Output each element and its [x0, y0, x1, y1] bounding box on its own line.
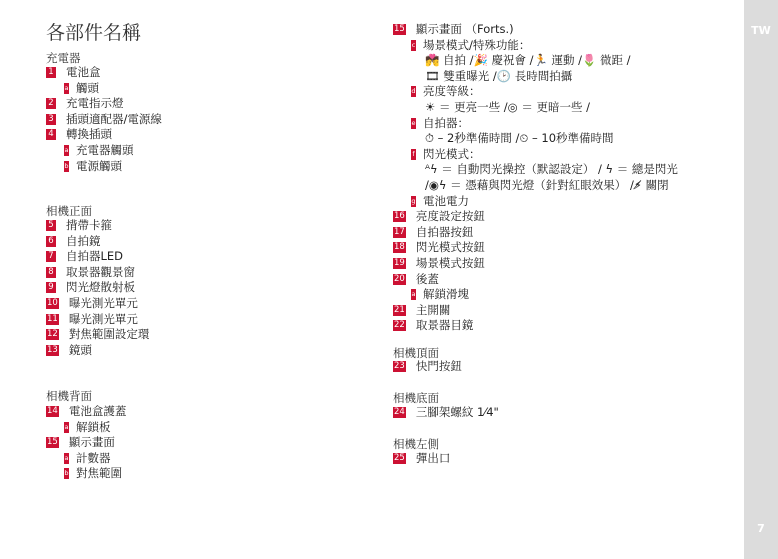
part-item	[393, 208, 485, 224]
part-number-badge: 5	[46, 220, 56, 231]
part-label: ☀ ＝ 更亮一些 /◎ ＝ 更暗一些 /	[425, 100, 591, 114]
part-item	[393, 224, 473, 240]
part-label: 彈出口	[415, 451, 451, 465]
part-label: 場景模式/特殊功能：	[423, 37, 531, 52]
part-label: 充電器觸頭	[76, 143, 134, 157]
sub-part-item	[64, 142, 134, 158]
part-label: 後蓋	[415, 271, 439, 286]
part-item	[46, 217, 112, 233]
part-item	[393, 358, 462, 374]
part-number-badge: 3	[46, 114, 56, 125]
part-item	[393, 302, 450, 318]
part-label: ᴬϟ ＝ 自動閃光操控（默認設定） / ϟ ＝ 總是閃光	[425, 162, 678, 177]
sub-letter-badge: b	[64, 161, 69, 170]
part-label: 場景模式按鈕	[415, 256, 485, 270]
sub-letter-badge: a	[64, 453, 69, 462]
part-number-badge: 24	[394, 407, 405, 417]
part-label: 解鎖滑塊	[423, 287, 469, 302]
part-label: 💏 自拍 /🎉 慶祝會 /🏃 運動 /🌷 微距 /	[425, 53, 631, 68]
part-label: 揹帶卡箍	[66, 218, 112, 232]
language-tab: TW	[751, 24, 771, 37]
part-label: 三腳架螺紋 1⁄4"	[415, 405, 499, 419]
option-line	[425, 177, 669, 193]
sub-part-item	[411, 286, 469, 302]
part-label: 對焦範圍	[76, 466, 122, 481]
part-label: 充電指示燈	[66, 96, 124, 111]
sub-part-item	[411, 115, 469, 131]
part-label: 曝光測光單元	[68, 311, 138, 326]
sub-letter-badge: g	[411, 196, 416, 205]
part-item	[393, 317, 473, 333]
part-item	[46, 95, 124, 111]
part-label: 觸頭	[76, 80, 99, 95]
part-label: 自拍器LED	[66, 249, 124, 264]
part-label: 快門按鈕	[415, 359, 462, 373]
part-number-badge: 13	[47, 344, 58, 355]
section-heading: 相機底面	[393, 391, 439, 405]
part-number-badge: 8	[46, 267, 56, 278]
part-item	[46, 264, 135, 280]
sub-letter-badge: e	[411, 118, 416, 127]
part-label: 閃光燈散射板	[66, 280, 135, 295]
part-number-badge: 14	[47, 406, 58, 416]
part-number-badge: 18	[394, 242, 405, 253]
part-item	[46, 64, 101, 80]
part-number-badge: 20	[394, 273, 405, 284]
sub-part-item	[64, 419, 111, 435]
part-label: 轉換插頭	[66, 127, 112, 142]
sub-letter-badge: a	[64, 83, 69, 92]
section-heading: 充電器	[46, 51, 81, 65]
part-number-badge: 23	[394, 361, 405, 371]
part-item	[46, 233, 101, 249]
section-heading: 相機正面	[46, 204, 92, 218]
part-item	[393, 450, 450, 466]
part-number-badge: 1	[46, 67, 56, 78]
part-label: 插頭適配器/電源線	[66, 111, 162, 126]
language-sidebar	[744, 0, 778, 559]
part-label: 鏡頭	[68, 342, 92, 357]
part-item	[46, 126, 112, 142]
part-label: 對焦範圍設定環	[68, 327, 150, 342]
part-label: 顯示畫面 （Forts.)	[415, 22, 514, 36]
sub-letter-badge: f	[412, 149, 415, 158]
part-label: 顯示畫面	[68, 435, 115, 450]
sub-letter-badge: a	[64, 422, 69, 431]
part-label: /◉ϟ ＝ 憑藉與閃光燈（針對紅眼效果） /⚡̸ 關閉	[425, 178, 669, 192]
sub-part-item	[411, 37, 530, 53]
part-number-badge: 19	[394, 258, 405, 268]
part-number-badge: 22	[394, 320, 405, 331]
sub-letter-badge: c	[411, 40, 416, 49]
sub-part-item	[64, 450, 111, 466]
option-line	[425, 130, 614, 146]
part-label: 解鎖板	[76, 419, 111, 434]
part-label: 電源觸頭	[76, 158, 122, 173]
section-heading: 相機頂面	[393, 346, 439, 360]
part-label: 閃光模式：	[423, 146, 481, 161]
part-item	[46, 248, 123, 264]
sub-part-item	[64, 465, 122, 481]
part-number-badge: 11	[47, 313, 58, 324]
sub-letter-badge: a	[411, 290, 416, 299]
part-label: 電池電力	[423, 193, 469, 208]
part-item	[393, 21, 514, 37]
section-heading: 相機背面	[46, 389, 92, 403]
part-label: 取景器目鏡	[415, 318, 474, 333]
part-item	[46, 111, 162, 127]
part-number-badge: 7	[46, 251, 56, 262]
sub-part-item	[411, 193, 469, 209]
part-number-badge: 6	[46, 236, 56, 247]
page-number: 7	[757, 522, 765, 535]
part-label: 自拍器：	[423, 115, 469, 130]
option-line	[425, 68, 572, 84]
part-label: 電池盒護蓋	[68, 404, 127, 418]
part-number-badge: 17	[394, 226, 405, 237]
sub-letter-badge: b	[64, 469, 69, 478]
part-number-badge: 4	[46, 129, 56, 140]
part-item	[393, 255, 485, 271]
part-item	[393, 404, 499, 420]
part-number-badge: 15	[394, 24, 405, 34]
part-item	[46, 311, 138, 327]
option-line	[425, 161, 678, 177]
part-number-badge: 2	[46, 98, 56, 109]
part-item	[46, 295, 138, 311]
sub-letter-badge: a	[64, 146, 69, 154]
part-item	[46, 326, 149, 342]
sub-part-item	[411, 146, 481, 162]
part-label: 🎞 雙重曝光 /🕑 長時間拍攝	[425, 68, 573, 83]
part-number-badge: 15	[47, 437, 58, 448]
part-label: 取景器觀景窗	[66, 264, 135, 279]
part-item	[46, 279, 135, 295]
part-label: 亮度等級：	[423, 84, 481, 99]
part-item	[46, 403, 126, 419]
part-label: 曝光測光單元	[68, 296, 138, 310]
part-item	[393, 239, 485, 255]
part-item	[393, 271, 439, 287]
page-title: 各部件名稱	[46, 22, 142, 44]
part-number-badge: 9	[46, 282, 56, 293]
sub-part-item	[64, 80, 99, 96]
part-label: ⏱ – 2秒準備時間 /⏲ – 10秒準備時間	[425, 131, 614, 146]
part-item	[46, 434, 115, 450]
sub-part-item	[411, 83, 481, 99]
part-label: 電池盒	[66, 65, 101, 79]
part-label: 自拍器按鈕	[415, 224, 474, 239]
sub-part-item	[64, 158, 122, 174]
part-item	[46, 342, 92, 358]
part-number-badge: 25	[394, 453, 405, 463]
option-line	[425, 99, 590, 115]
part-number-badge: 10	[47, 298, 58, 308]
part-label: 計數器	[76, 450, 111, 465]
part-label: 主開關	[415, 302, 451, 317]
sub-letter-badge: d	[411, 87, 416, 96]
part-label: 亮度設定按鈕	[415, 209, 485, 224]
part-number-badge: 16	[394, 211, 405, 222]
part-number-badge: 21	[394, 304, 405, 315]
part-number-badge: 12	[47, 329, 58, 340]
section-heading: 相機左側	[393, 437, 439, 451]
option-line	[425, 52, 631, 68]
part-label: 閃光模式按鈕	[415, 240, 485, 255]
part-label: 自拍鏡	[66, 233, 101, 248]
